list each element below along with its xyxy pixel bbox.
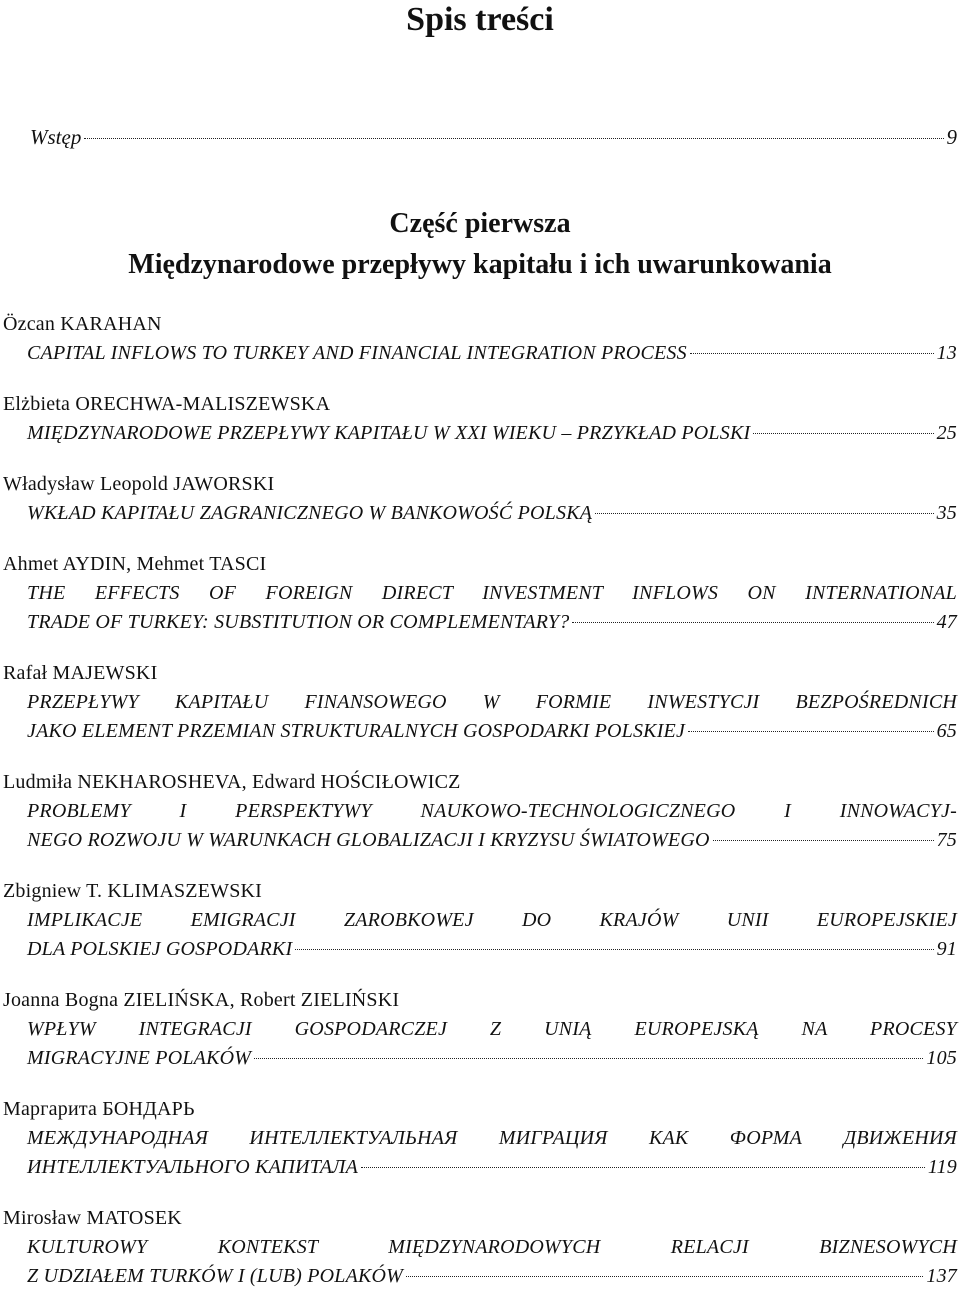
entry-page-number: 137 xyxy=(926,1265,957,1287)
toc-intro-row[interactable] xyxy=(30,120,957,154)
entry-title-row xyxy=(3,1044,957,1073)
dot-leader xyxy=(295,949,933,950)
entry-page-number: 91 xyxy=(936,938,957,960)
entry-title-line: KULTUROWY KONTEKST MIĘDZYNARODOWYCH RELACJI BIZNESOWYCH xyxy=(27,1236,957,1258)
entry-author: Özcan KARAHAN xyxy=(3,313,162,335)
entry-title-line: PRZEPŁYWY KAPITAŁU FINANSOWEGO W FORMIE INWESTYCJI BEZPOŚREDNICH xyxy=(27,691,957,713)
toc-entry[interactable] xyxy=(3,877,957,964)
entry-page-number: 35 xyxy=(936,502,957,524)
entry-page-number: 25 xyxy=(936,422,957,444)
entry-title-row xyxy=(3,1262,957,1291)
entry-title-line: WPŁYW INTEGRACJI GOSPODARCZEJ Z UNIĄ EUROPEJSKĄ NA PROCESY xyxy=(27,1018,957,1040)
entry-author: Маргарита БОНДАРЬ xyxy=(3,1098,195,1120)
entry-title-row xyxy=(3,826,957,855)
entry-title-row xyxy=(3,419,957,448)
entry-author: Rafał MAJEWSKI xyxy=(3,662,158,684)
entry-author: Władysław Leopold JAWORSKI xyxy=(3,473,275,495)
part-heading xyxy=(0,203,960,285)
entry-title-line: WKŁAD KAPITAŁU ZAGRANICZNEGO W BANKOWOŚĆ POLSKĄ xyxy=(27,502,593,524)
entry-title-line: NEGO ROZWOJU W WARUNKACH GLOBALIZACJI I KRYZYSU ŚWIATOWEGO xyxy=(27,829,710,851)
entry-author: Ludmiła NEKHAROSHEVA, Edward HOŚCIŁOWICZ xyxy=(3,771,461,793)
intro-label: Wstęp xyxy=(30,125,82,149)
toc-entries xyxy=(3,310,957,1313)
entry-title-line: MIGRACYJNE POLAKÓW xyxy=(27,1047,252,1069)
entry-title-line: JAKO ELEMENT PRZEMIAN STRUKTURALNYCH GOSPODARKI POLSKIEJ xyxy=(27,720,686,742)
entry-title-line: DLA POLSKIEJ GOSPODARKI xyxy=(27,938,293,960)
dot-leader xyxy=(572,622,933,623)
entry-title-row xyxy=(3,499,957,528)
entry-page-number: 13 xyxy=(936,342,957,364)
entry-title-line: МЕЖДУНАРОДНАЯ ИНТЕЛЛЕКТУАЛЬНАЯ МИГРАЦИЯ КАК ФОРМА ДВИЖЕНИЯ xyxy=(27,1127,957,1149)
toc-entry[interactable] xyxy=(3,550,957,637)
entry-title-line: TRADE OF TURKEY: SUBSTITUTION OR COMPLEMENTARY? xyxy=(27,611,570,633)
dot-leader xyxy=(84,138,943,139)
toc-entry[interactable] xyxy=(3,1095,957,1182)
entry-title-line: PROBLEMY I PERSPEKTYWY NAUKOWO-TECHNOLOGICZNEGO I INNOWACYJ- xyxy=(27,800,957,822)
entry-page-number: 65 xyxy=(936,720,957,742)
part-subtitle: Międzynarodowe przepływy kapitału i ich uwarunkowania xyxy=(128,249,832,280)
dot-leader xyxy=(361,1167,925,1168)
dot-leader xyxy=(254,1058,923,1059)
entry-title-row xyxy=(3,1153,957,1182)
toc-entry[interactable] xyxy=(3,659,957,746)
entry-author: Elżbieta ORECHWA-MALISZEWSKA xyxy=(3,393,331,415)
toc-entry[interactable] xyxy=(3,768,957,855)
page-title: Spis treści xyxy=(406,1,554,38)
entry-title-row xyxy=(3,717,957,746)
entry-title-row xyxy=(3,339,957,368)
entry-title-line: CAPITAL INFLOWS TO TURKEY AND FINANCIAL INTEGRATION PROCESS xyxy=(27,342,687,364)
toc-entry[interactable] xyxy=(3,470,957,528)
entry-title-line: ИНТЕЛЛЕКТУАЛЬНОГО КАПИТАЛА xyxy=(27,1156,359,1178)
entry-title-line: Z UDZIAŁEM TURKÓW I (LUB) POLAKÓW xyxy=(27,1265,404,1287)
entry-page-number: 105 xyxy=(926,1047,957,1069)
dot-leader xyxy=(690,353,934,354)
entry-author: Ahmet AYDIN, Mehmet TASCI xyxy=(3,553,267,575)
dot-leader xyxy=(753,433,933,434)
toc-entry[interactable] xyxy=(3,390,957,448)
entry-title-line: THE EFFECTS OF FOREIGN DIRECT INVESTMENT INFLOWS ON INTERNATIONAL xyxy=(27,582,957,604)
intro-page-number: 9 xyxy=(946,125,957,149)
entry-author: Joanna Bogna ZIELIŃSKA, Robert ZIELIŃSKI xyxy=(3,989,400,1011)
entry-page-number: 75 xyxy=(936,829,957,851)
entry-title-line: IMPLIKACJE EMIGRACJI ZAROBKOWEJ DO KRAJÓW UNII EUROPEJSKIEJ xyxy=(27,909,957,931)
toc-entry[interactable] xyxy=(3,1204,957,1291)
part-title: Część pierwsza xyxy=(389,208,571,239)
entry-title-line: MIĘDZYNARODOWE PRZEPŁYWY KAPITAŁU W XXI WIEKU – PRZYKŁAD POLSKI xyxy=(27,422,751,444)
toc-entry[interactable] xyxy=(3,986,957,1073)
dot-leader xyxy=(595,513,933,514)
dot-leader xyxy=(713,840,934,841)
entry-title-row xyxy=(3,608,957,637)
entry-page-number: 47 xyxy=(936,611,957,633)
entry-author: Zbigniew T. KLIMASZEWSKI xyxy=(3,880,263,902)
toc-entry[interactable] xyxy=(3,310,957,368)
dot-leader xyxy=(688,731,934,732)
entry-page-number: 119 xyxy=(927,1156,957,1178)
entry-title-row xyxy=(3,935,957,964)
dot-leader xyxy=(406,1276,923,1277)
entry-author: Mirosław MATOSEK xyxy=(3,1207,182,1229)
